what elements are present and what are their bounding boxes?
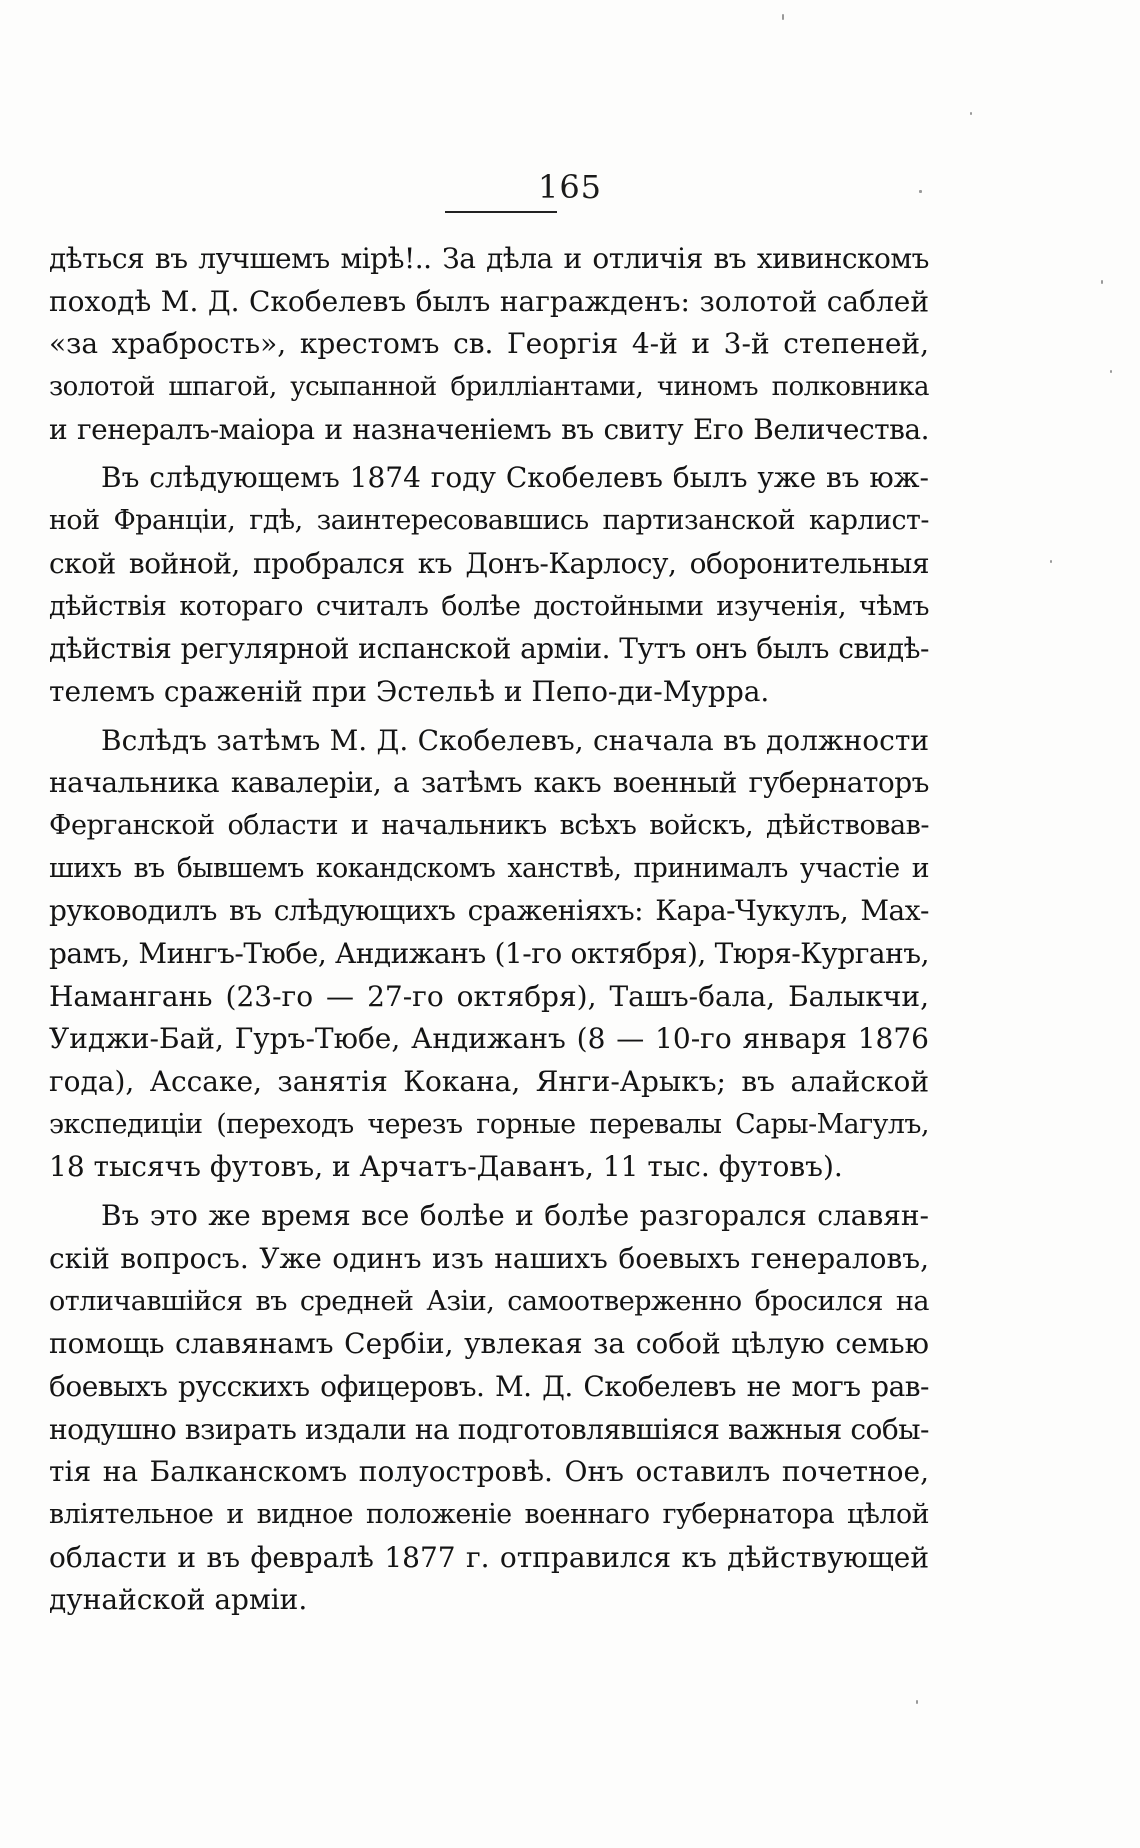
text-line: боевыхъ русскихъ офицеровъ. М. Д. Скобелевъ не могъ рав- [49,1369,929,1403]
scan-speck [916,1700,918,1704]
text-line: тія на Балканскомъ полуостровѣ. Онъ оставилъ почетное, [49,1455,929,1489]
text-line: телемъ сраженій при Эстельѣ и Пепо-ди-Мурра. [49,674,770,708]
page-number-rule [445,211,557,213]
text-line: дѣться въ лучшемъ мірѣ!.. За дѣла и отличія въ хивинскомъ [49,242,929,275]
body-text [49,238,929,1622]
text-line: Въ это же время все болѣе и болѣе разгорался славян- [101,1199,929,1233]
text-line: Ферганской области и начальникъ всѣхъ войскъ, дѣйствовав- [49,809,929,841]
text-line: Намангань (23-го — 27-го октября), Ташъ-бала, Балыкчи, [49,979,929,1013]
text-line: дѣйствія котораго считалъ болѣе достойными изученія, чѣмъ [49,590,929,622]
scan-speck [1110,370,1112,373]
text-line: начальника кавалеріи, а затѣмъ какъ военный губернаторъ [49,766,929,800]
text-line: экспедиціи (переходъ черезъ горные перевалы Сары-Магулъ, [49,1108,929,1140]
text-line: походѣ М. Д. Скобелевъ былъ награжденъ: золотой саблей [49,284,929,318]
text-line: Въ слѣдующемъ 1874 году Скобелевъ былъ уже въ юж- [101,461,929,495]
scan-speck [782,14,784,20]
text-line: ской войной, пробрался къ Донъ-Карлосу, оборонительныя [49,546,929,580]
text-line: рамъ, Мингъ-Тюбе, Андижанъ (1-го октября), Тюря-Курганъ, [49,937,929,970]
text-line: дунайской арміи. [49,1583,308,1617]
text-line: Вслѣдъ затѣмъ М. Д. Скобелевъ, сначала въ должности [101,723,929,757]
text-line: дѣйствія регулярной испанской арміи. Тутъ онъ былъ свидѣ- [49,632,929,666]
text-line: помощь славянамъ Сербіи, увлекая за собой цѣлую семью [49,1327,929,1361]
text-line: нодушно взирать издали на подготовлявшіяся важныя собы- [49,1412,929,1446]
text-line: области и въ февралѣ 1877 г. отправился къ дѣйствующей [49,1540,929,1574]
text-line: «за храбрость», крестомъ св. Георгія 4-й и 3-й степеней, [49,327,929,361]
text-line: вліятельное и видное положеніе военнаго губернатора цѣлой [49,1498,929,1530]
text-line: и генералъ-маіора и назначеніемъ въ свиту Его Величества. [49,412,929,446]
text-line: 18 тысячъ футовъ, и Арчатъ-Даванъ, 11 тыс. футовъ). [49,1150,843,1184]
text-line: скій вопросъ. Уже одинъ изъ нашихъ боевыхъ генераловъ, [49,1241,929,1275]
page-number: 165 [537,168,603,206]
text-line: ной Франціи, гдѣ, заинтересовавшись партизанской карлист- [49,505,929,537]
text-line: года), Ассаке, занятія Кокана, Янги-Арыкъ; въ алайской [49,1065,929,1099]
paragraph-2 [49,457,929,713]
text-line: золотой шпагой, усыпанной брилліантами, чиномъ полковника [49,372,929,403]
text-line: шихъ въ бывшемъ кокандскомъ ханствѣ, принималъ участіе и [49,852,929,884]
text-line: отличавшійся въ средней Азіи, самоотверженно бросился на [49,1285,929,1317]
scan-speck [919,190,922,193]
text-line: руководилъ въ слѣдующихъ сраженіяхъ: Кара-Чукулъ, Мах- [49,894,929,928]
paragraph-1 [49,238,929,451]
text-line: Уиджи-Бай, Гуръ-Тюбе, Андижанъ (8 — 10-го января 1876 [49,1022,929,1056]
scan-speck [1050,560,1052,563]
paragraph-3 [49,720,929,1190]
scan-speck [1101,280,1103,284]
scan-speck [970,112,972,115]
paragraph-4 [49,1195,929,1622]
